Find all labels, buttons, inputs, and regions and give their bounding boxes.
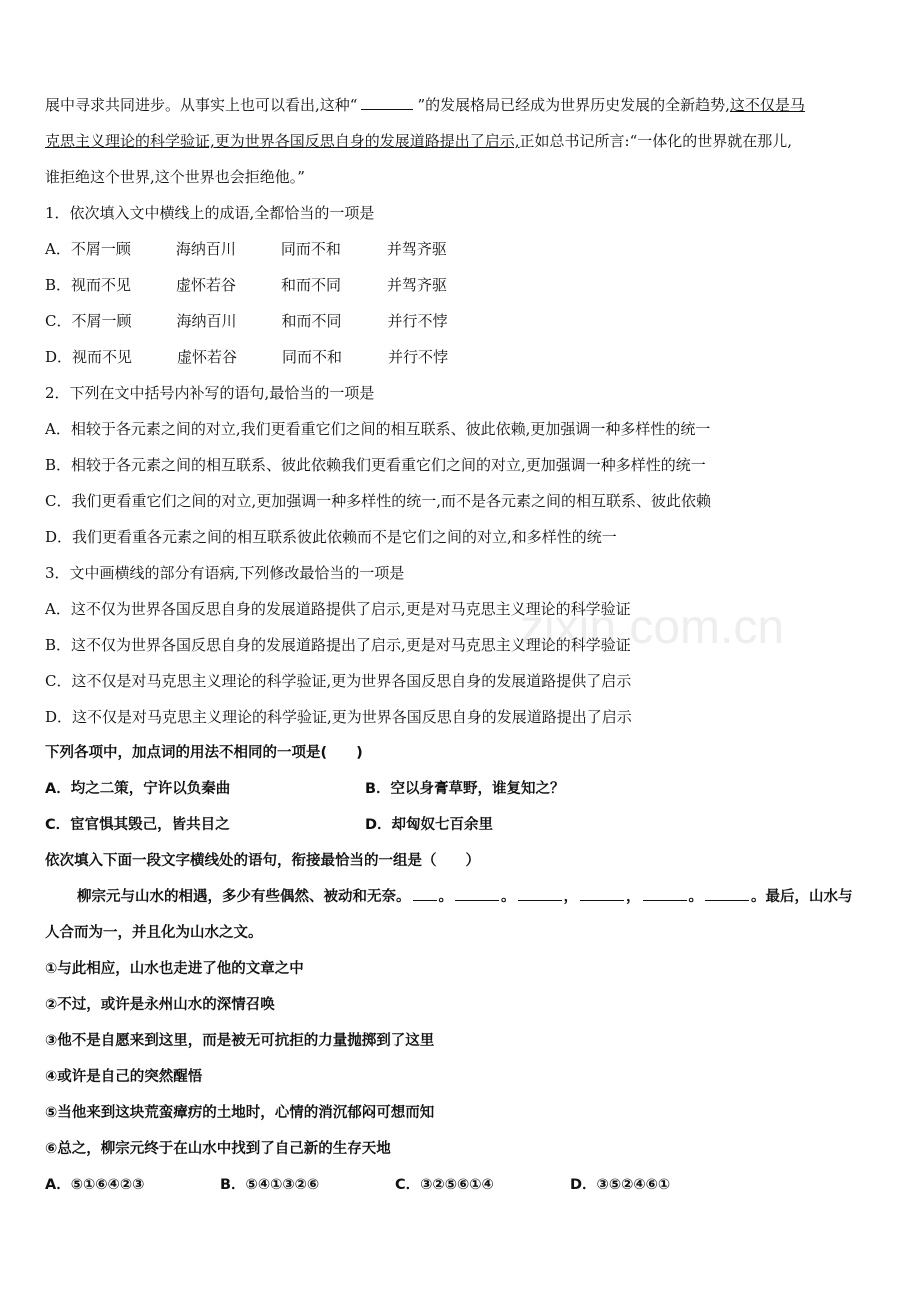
option: A．⑤①⑥④②③: [45, 1177, 145, 1193]
option: D．却匈奴七百余里: [365, 817, 494, 833]
watermark: zixin.com.cn: [520, 601, 785, 654]
fill-blank: [413, 886, 437, 901]
punctuation: 。: [688, 889, 703, 905]
passage-line: 谁拒绝这个世界,这个世界也会拒绝他。”: [45, 168, 305, 186]
option: B．这不仅为世界各国反思自身的发展道路提出了启示,更是对马克思主义理论的科学验证: [45, 636, 631, 654]
text: 柳宗元与山水的相遇，多少有些偶然、被动和无奈。: [77, 889, 411, 905]
option: B．⑤④①③②⑥: [220, 1177, 320, 1193]
option-word: 和而不同: [281, 312, 342, 330]
option-row: [45, 342, 875, 378]
option: D．我们更看重各元素之间的相互联系彼此依赖而不是它们之间的对立,和多样性的统一: [45, 528, 617, 546]
list-item: ②不过，或许是永州山水的深情召唤: [45, 997, 275, 1013]
fill-blank: [705, 886, 749, 901]
question-5-passage: 人合而为一，并且化为山水之文。: [45, 925, 263, 941]
text: 展中寻求共同进步。从事实上也可以看出,这种“: [45, 96, 358, 114]
question-3-stem: 3．文中画横线的部分有语病,下列修改最恰当的一项是: [45, 564, 405, 582]
option-word: 不屑一顾: [70, 240, 131, 258]
option-word: 不屑一顾: [71, 312, 132, 330]
option-row: [45, 1170, 875, 1206]
option-word: 视而不见: [71, 276, 132, 294]
option-row: [45, 270, 875, 306]
option: A．相较于各元素之间的对立,我们更看重它们之间的相互联系、彼此依赖,更加强调一种多样性的统一: [45, 420, 711, 438]
option: C．我们更看重它们之间的对立,更加强调一种多样性的统一,而不是各元素之间的相互联系、彼此依赖: [45, 492, 712, 510]
punctuation: ，: [626, 889, 641, 905]
list-item: ③他不是自愿来到这里，而是被无可抗拒的力量抛掷到了这里: [45, 1033, 435, 1049]
option: A．这不仅为世界各国反思自身的发展道路提供了启示,更是对马克思主义理论的科学验证: [45, 600, 631, 618]
option-word: 并驾齐驱: [386, 240, 447, 258]
option-label: B．: [45, 276, 72, 294]
fill-blank: [643, 886, 687, 901]
question-4-stem: 下列各项中，加点词的用法不相同的一项是( ): [45, 745, 363, 761]
fill-blank: [455, 886, 499, 901]
option: C．这不仅是对马克思主义理论的科学验证,更为世界各国反思自身的发展道路提供了启示: [45, 672, 632, 690]
option-word: 视而不见: [72, 348, 133, 366]
question-1-stem: 1．依次填入文中横线上的成语,全都恰当的一项是: [45, 204, 375, 222]
option-word: 并驾齐驱: [387, 276, 448, 294]
option-row: [45, 306, 875, 342]
option-word: 虚怀若谷: [177, 348, 238, 366]
option-word: 同而不和: [282, 348, 343, 366]
list-item: ⑤当他来到这块荒蛮瘴疠的土地时，心情的消沉郁闷可想而知: [45, 1105, 435, 1121]
option-word: 并行不悖: [388, 348, 449, 366]
option-word: 同而不和: [280, 240, 341, 258]
underlined-text: 克思主义理论的科学验证,更为世界各国反思自身的发展道路提出了启示,: [45, 132, 520, 150]
option-label: D．: [45, 348, 73, 366]
option-word: 和而不同: [281, 276, 342, 294]
option-row: [45, 810, 875, 846]
document-body: [45, 90, 875, 1206]
list-item: ①与此相应，山水也走进了他的文章之中: [45, 961, 304, 977]
option: B．空以身膏草野，谁复知之？: [365, 781, 565, 797]
fill-blank: [580, 886, 624, 901]
option: A．均之二策，宁许以负秦曲: [45, 781, 231, 797]
text: 正如总书记所言:“一体化的世界就在那儿,: [519, 132, 793, 150]
punctuation: 。: [501, 889, 516, 905]
question-5-passage: [45, 882, 875, 918]
list-item: ④或许是自己的突然醒悟: [45, 1069, 203, 1085]
option: C．宦官惧其毁己，皆共目之: [45, 817, 230, 833]
option: C．③②⑤⑥①④: [395, 1177, 494, 1193]
option-row: [45, 774, 875, 810]
option-word: 海纳百川: [176, 312, 237, 330]
option-label: C．: [45, 312, 72, 330]
question-5-stem: 依次填入下面一段文字横线处的语句，衔接最恰当的一组是（ ）: [45, 853, 480, 869]
option-word: 海纳百川: [175, 240, 236, 258]
option-label: A．: [45, 240, 71, 258]
punctuation: 。: [438, 889, 453, 905]
option: B．相较于各元素之间的相互联系、彼此依赖我们更看重它们之间的对立,更加强调一种多样性的统一: [45, 456, 706, 474]
option: D．③⑤②④⑥①: [570, 1177, 671, 1193]
list-item: ⑥总之，柳宗元终于在山水中找到了自己新的生存天地: [45, 1141, 391, 1157]
punctuation: ，: [563, 889, 578, 905]
fill-blank: [361, 95, 413, 110]
passage-line: [45, 90, 875, 126]
option-word: 虚怀若谷: [176, 276, 237, 294]
option: D．这不仅是对马克思主义理论的科学验证,更为世界各国反思自身的发展道路提出了启示: [45, 708, 632, 726]
passage-line: [45, 126, 875, 162]
option-row: [45, 234, 875, 270]
text: 最后，山水与: [765, 889, 853, 905]
punctuation: 。: [751, 889, 766, 905]
text: ”的发展格局已经成为世界历史发展的全新趋势,: [417, 96, 730, 114]
underlined-text: 这不仅是马: [729, 96, 805, 114]
fill-blank: [518, 886, 562, 901]
option-word: 并行不悖: [387, 312, 448, 330]
question-2-stem: 2．下列在文中括号内补写的语句,最恰当的一项是: [45, 384, 375, 402]
